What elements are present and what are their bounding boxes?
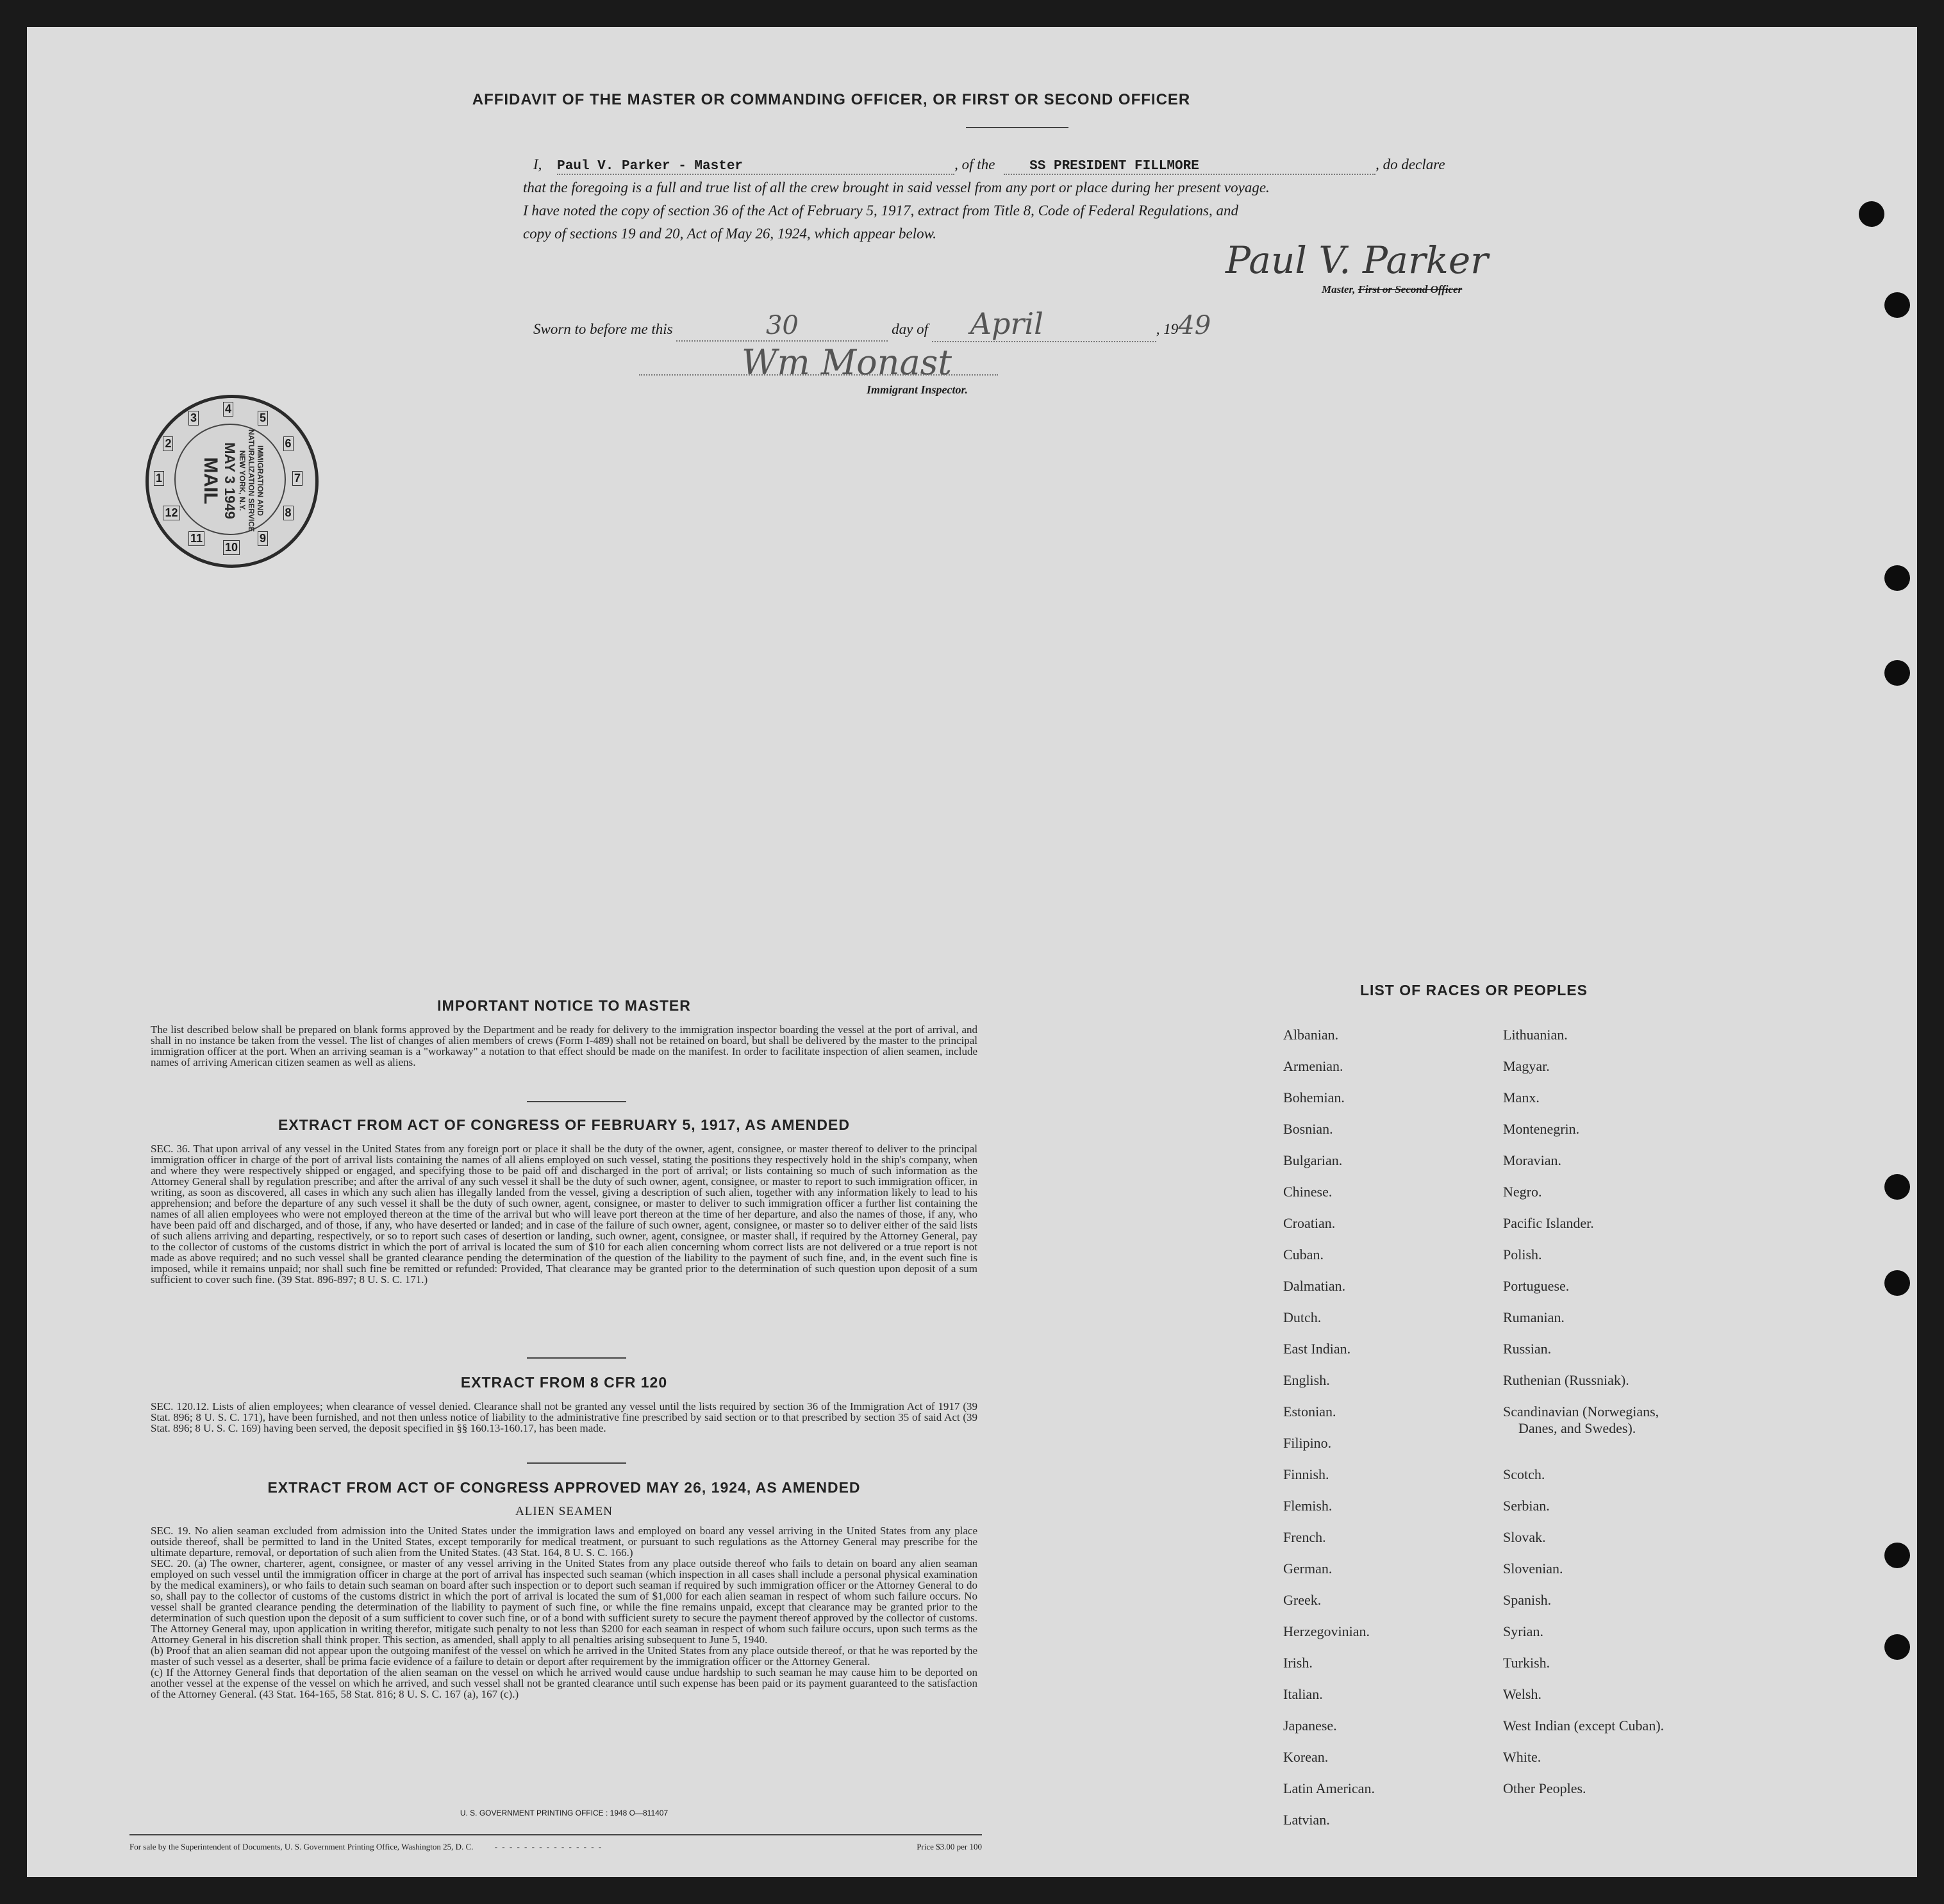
stamp-number: 5 <box>258 411 268 426</box>
race-item: Dalmatian. <box>1283 1278 1346 1294</box>
stamp-number: 3 <box>188 411 199 426</box>
master-label: Master, <box>1322 283 1358 295</box>
punch-hole <box>1884 565 1910 591</box>
race-item: Negro. <box>1503 1184 1542 1200</box>
race-item: Lithuanian. <box>1503 1027 1568 1043</box>
stamp-number: 7 <box>292 471 303 486</box>
declaration-line-2: that the foregoing is a full and true list of all the crew brought in said vessel from any port or place during her present voyage. <box>523 179 1270 195</box>
footer-rule <box>129 1834 982 1835</box>
stamp-number: 4 <box>223 402 233 417</box>
extract-1917-title: EXTRACT FROM ACT OF CONGRESS OF FEBRUARY 5, 1917, AS AMENDED <box>278 1116 850 1133</box>
race-item: Greek. <box>1283 1592 1322 1608</box>
inspector-signature-line <box>639 374 998 376</box>
stamp-line-3: NEW YORK, N.Y. <box>238 450 247 511</box>
race-item: French. <box>1283 1529 1326 1545</box>
race-item: Russian. <box>1503 1341 1552 1357</box>
race-item: Scandinavian (Norwegians, <box>1503 1403 1659 1420</box>
race-item: Spanish. <box>1503 1592 1552 1608</box>
race-item: Bohemian. <box>1283 1089 1345 1105</box>
punch-hole <box>1884 1174 1910 1200</box>
stamp-line-1: IMMIGRATION AND <box>256 445 265 516</box>
extract-cfr-body: SEC. 120.12. Lists of alien employees; when clearance of vessel denied. Clearance shall not be granted any vessel until the lists required by section 36 of the Immigration Act of 1917 (39 Stat. 896; 8 U. S. C. 171), have been furnished, and not then unless notice of liability to the administrative fine prescribed by said section or to that prescribed by section 35 of said Act (39 Stat. 896; 8 U. S. C. 169) having been served, the deposit specified in §§ 160.13-160.17, has been made. <box>151 1400 977 1434</box>
of-the-label: , of the <box>954 156 995 172</box>
extract-1924-title: EXTRACT FROM ACT OF CONGRESS APPROVED MAY 26, 1924, AS AMENDED <box>267 1479 861 1496</box>
punch-hole <box>1884 1270 1910 1296</box>
divider <box>527 1462 626 1464</box>
punch-hole <box>1884 660 1910 686</box>
stamp-number: 6 <box>283 436 294 451</box>
sec-20c-text: (c) If the Attorney General finds that deportation of the alien seaman on the vessel on which he arrived would cause undue hardship to such seaman he may cause him to be deported on another vessel at the expense of the vessel on which he arrived, and such vessel shall not be granted clearance until such expense has been paid or its payment guaranteed to the satisfaction of the Attorney General. (43 Stat. 164-165, 58 Stat. 816; 8 U. S. C. 167 (a), 167 (c).) <box>151 1666 977 1700</box>
inspector-signature: Wm Monast <box>742 342 952 383</box>
race-item: Portuguese. <box>1503 1278 1570 1294</box>
title-divider <box>966 127 1068 128</box>
divider <box>527 1101 626 1102</box>
sec-20b-text: (b) Proof that an alien seaman did not appear upon the outgoing manifest of the vessel on which he arrived in the United States from any place outside thereof, or that he was reported by the master of such vessel as a deserter, shall be prima facie evidence of a failure to detain or deport after requirement by the immigration officer or the Attorney General. <box>151 1644 977 1668</box>
race-item: Flemish. <box>1283 1498 1333 1514</box>
footer-price: Price $3.00 per 100 <box>917 1842 982 1851</box>
month-name: April <box>970 306 1043 341</box>
race-item: Other Peoples. <box>1503 1780 1586 1796</box>
notice-title: IMPORTANT NOTICE TO MASTER <box>437 997 691 1014</box>
race-item: Bulgarian. <box>1283 1152 1343 1168</box>
year-suffix: 49 <box>1178 311 1211 340</box>
punch-hole <box>1884 292 1910 318</box>
race-item: Magyar. <box>1503 1058 1550 1074</box>
day-field <box>676 311 888 342</box>
race-item: Ruthenian (Russniak). <box>1503 1372 1629 1388</box>
affidavit-title: AFFIDAVIT OF THE MASTER OR COMMANDING OFFICER, OR FIRST OR SECOND OFFICER <box>472 91 1191 108</box>
race-item: Welsh. <box>1503 1686 1541 1702</box>
race-item: Latvian. <box>1283 1812 1330 1828</box>
sec-19-text: SEC. 19. No alien seaman excluded from admission into the United States under the immigration laws and employed on board any vessel arriving in the United States from any place outside thereof, shall be permitted to land in the United States, except temporarily for medical treatment, or pursuant to such regulations as the Attorney General may prescribe for the ultimate departure, removal, or deportation of such alien from the United States. (43 Stat. 164, 8 U. S. C. 166.) <box>151 1525 977 1559</box>
race-item: Serbian. <box>1503 1498 1550 1514</box>
stamp-text <box>199 429 265 532</box>
stamp-number: 8 <box>283 506 294 520</box>
race-item: Scotch. <box>1503 1466 1545 1482</box>
day-number: 30 <box>765 311 799 340</box>
stamp-number: 10 <box>223 540 240 555</box>
sworn-line <box>533 306 1211 342</box>
punch-hole <box>1884 1543 1910 1568</box>
printer-imprint: U. S. GOVERNMENT PRINTING OFFICE : 1948 O—811407 <box>460 1809 669 1817</box>
race-item: Chinese. <box>1283 1184 1333 1200</box>
race-item: German. <box>1283 1560 1333 1577</box>
sworn-label: Sworn to before me this <box>533 321 673 337</box>
extract-cfr-title: EXTRACT FROM 8 CFR 120 <box>460 1374 668 1391</box>
race-item: Albanian. <box>1283 1027 1339 1043</box>
race-item: West Indian (except Cuban). <box>1503 1718 1665 1734</box>
i-label: I, <box>533 156 542 172</box>
race-item: White. <box>1503 1749 1541 1765</box>
race-item: Montenegrin. <box>1503 1121 1580 1137</box>
races-title: LIST OF RACES OR PEOPLES <box>1360 982 1588 998</box>
inspector-label: Immigrant Inspector. <box>867 383 968 396</box>
race-item: Bosnian. <box>1283 1121 1333 1137</box>
day-of-label: day of <box>892 321 928 337</box>
document-page <box>27 27 1917 1877</box>
stamp-number: 11 <box>188 531 204 546</box>
stamp-number: 1 <box>154 471 164 486</box>
extract-1917-body: SEC. 36. That upon arrival of any vessel in the United States from any foreign port or place it shall be the duty of the owner, agent, consignee, or master thereof to deliver to the principal immigration officer in charge of the port of arrival lists containing the names of all aliens employed on such vessel, stating the positions they respectively hold in the ship's company, when and where they were respectively shipped or engaged, and specifying those to be paid off and discharged in the port of arrival; or lists containing so much of such information as the Attorney General shall by regulation prescribe; and after the arrival of any such vessel it shall be the duty of such owner, agent, consignee, or master to report to such immigration officer, in writing, as soon as discovered, all cases in which any such alien has illegally landed from the vessel, giving a description of such alien, together with any information likely to lead to his apprehension; and before the departure of any such vessel it shall be the duty of such owner, agent, consignee, or master to deliver to such immigration officer a further list containing the names of all alien employees who were not employed thereon at the time of the arrival but who will leave port thereon at the time of her departure, and also the names of those, if any, who have been paid off and discharged, and of those, if any, who have deserted or landed; and in case of the failure of such owner, agent, consignee, or master so to deliver either of the said lists of such aliens arriving and departing, respectively, or so to report such cases of desertion or landing, such owner, agent, consignee, or master shall, if required by the Attorney General, pay to the collector of customs of the customs district in which the port of arrival is located the sum of $10 for each alien concerning whom correct lists are not delivered or a true report is not made as above required; and no such vessel shall be granted clearance pending the determination of the question of the liability to the payment of such fine, and, in the event such fine is imposed, while it remains unpaid; nor shall such fine be remitted or refunded: Provided, That clearance may be granted prior to the determination of such question upon deposit of a sum sufficient to cover such fine. (39 Stat. 896-897; 8 U. S. C. 171.) <box>151 1143 977 1286</box>
master-title-label <box>1322 283 1462 296</box>
stamp-line-2: NATURALIZATION SERVICE <box>247 429 256 533</box>
master-signature: Paul V. Parker <box>1225 238 1488 282</box>
declarant-field <box>557 156 954 175</box>
race-item: Slovak. <box>1503 1529 1546 1545</box>
race-item: Italian. <box>1283 1686 1323 1702</box>
race-item: Polish. <box>1503 1246 1542 1262</box>
extract-1924-body <box>151 1525 977 1700</box>
race-item: Japanese. <box>1283 1718 1337 1734</box>
race-item: Danes, and Swedes). <box>1518 1420 1636 1436</box>
race-item: East Indian. <box>1283 1341 1351 1357</box>
stamp-number: 12 <box>163 506 179 520</box>
extract-1924-subtitle: ALIEN SEAMEN <box>515 1505 613 1518</box>
race-item: Manx. <box>1503 1089 1540 1105</box>
footer-dots: - - - - - - - - - - - - - - - <box>494 1842 603 1851</box>
divider <box>527 1357 626 1359</box>
declaration-line-1 <box>533 156 1572 175</box>
stamp-number: 2 <box>163 436 173 451</box>
vessel-name: SS PRESIDENT FILLMORE <box>1029 159 1199 174</box>
declarant-name: Paul V. Parker - Master <box>557 159 744 174</box>
race-item: Korean. <box>1283 1749 1329 1765</box>
struck-officer-label: First or Second Officer <box>1358 283 1463 295</box>
race-item: Dutch. <box>1283 1309 1322 1325</box>
race-item: Irish. <box>1283 1655 1313 1671</box>
race-item: Slovenian. <box>1503 1560 1563 1577</box>
race-item: Moravian. <box>1503 1152 1562 1168</box>
month-field <box>932 306 1156 342</box>
race-item: Estonian. <box>1283 1403 1336 1420</box>
race-item: Turkish. <box>1503 1655 1550 1671</box>
stamp-number: 9 <box>258 531 268 546</box>
stamp-mark: MAIL <box>200 457 221 504</box>
race-item: English. <box>1283 1372 1330 1388</box>
declaration-line-3: I have noted the copy of section 36 of the Act of February 5, 1917, extract from Title 8, Code of Federal Regulations, and <box>523 203 1238 219</box>
race-item: Armenian. <box>1283 1058 1343 1074</box>
race-item: Cuban. <box>1283 1246 1324 1262</box>
year-prefix: , 19 <box>1156 321 1179 337</box>
punch-hole <box>1859 201 1884 227</box>
notice-body: The list described below shall be prepared on blank forms approved by the Department and be ready for delivery to the immigration inspector boarding the vessel at the port of arrival, and shall in no instance be taken from the vessel. The list of changes of alien members of crews (Form I-489) shall not be retained on board, but shall be delivered by the master to the principal immigration officer at the port. When an arriving seaman is a "workaway" a notation to that effect should be made on the manifest. In order to facilitate inspection of alien seamen, include names of arriving American citizen seamen as well as aliens. <box>151 1023 977 1068</box>
race-item: Croatian. <box>1283 1215 1336 1231</box>
receipt-stamp <box>145 395 319 568</box>
race-item: Finnish. <box>1283 1466 1329 1482</box>
sec-20a-text: SEC. 20. (a) The owner, charterer, agent, consignee, or master of any vessel arriving in the United States from any place outside thereof who fails to detain on board any alien seaman employed on such vessel until the immigration officer in charge at the port of arrival has inspected such seaman (which inspection in all cases shall include a personal physical examination by the medical examiners), or who fails to detain such seaman on board after such inspection or to deport such seaman if required by such immigration officer or the Attorney General to do so, shall pay to the collector of customs of the customs district in which the port of arrival is located the sum of $1,000 for each alien seaman in respect of whom such failure occurs. No vessel shall be granted clearance pending the determination of the liability to payment of such fine, or while the fine remains unpaid, except that clearance may be granted prior to the determination of such question upon the deposit of a sum sufficient to cover such fine, or of a bond with sufficient surety to secure the payment thereof approved by the collector of customs. The Attorney General may, upon application in writing therefor, mitigate such penalty to not less than $200 for each seaman in respect of whom such failure occurs, upon such terms as the Attorney General in his discretion shall think proper. This section, as amended, shall apply to all penalties arising subsequent to June 5, 1940. <box>151 1557 977 1646</box>
race-item: Rumanian. <box>1503 1309 1565 1325</box>
vessel-field <box>1004 156 1375 175</box>
stamp-date: MAY 3 1949 <box>222 442 238 519</box>
race-item: Filipino. <box>1283 1435 1332 1451</box>
footer-sale-text: For sale by the Superintendent of Documents, U. S. Government Printing Office, Washington 25, D. C. <box>129 1842 474 1851</box>
footer-sale-line <box>129 1842 982 1852</box>
race-item: Syrian. <box>1503 1623 1543 1639</box>
do-declare-label: , do declare <box>1375 156 1445 172</box>
declaration-line-4: copy of sections 19 and 20, Act of May 26, 1924, which appear below. <box>523 226 936 242</box>
race-item: Pacific Islander. <box>1503 1215 1594 1231</box>
punch-hole <box>1884 1634 1910 1660</box>
race-item: Herzegovinian. <box>1283 1623 1370 1639</box>
race-item: Latin American. <box>1283 1780 1375 1796</box>
